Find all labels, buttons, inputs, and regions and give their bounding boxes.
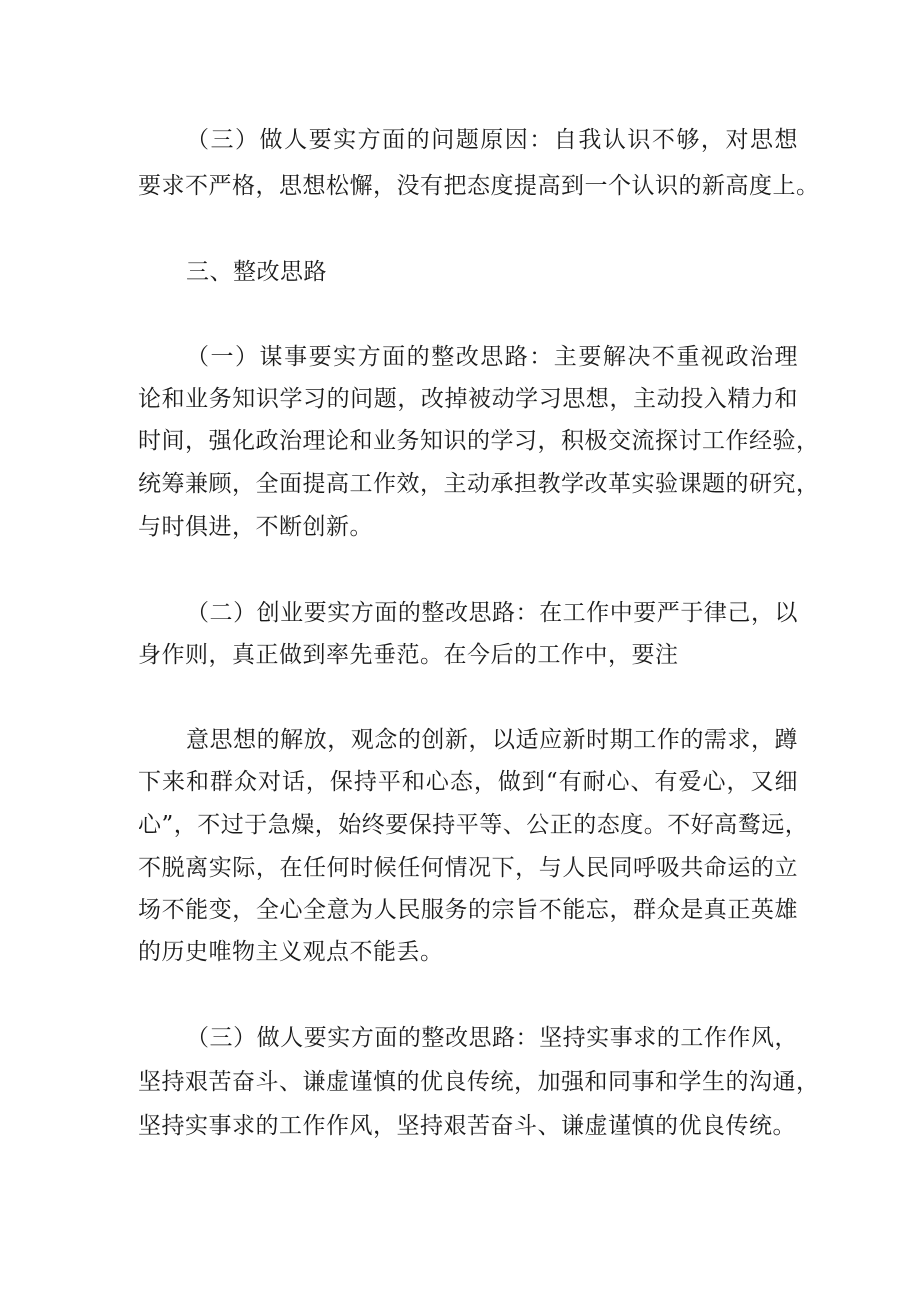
para-fix-3-line-1: （三）做人要实方面的整改思路：坚持实事求的工作作风， xyxy=(186,1025,798,1051)
para-fix-2-line-1: （二）创业要实方面的整改思路：在工作中要严于律己，以 xyxy=(186,600,798,626)
para-fix-2-cont-line-4: 不脱离实际，在任何时候任何情况下，与人民同呼吸共命运的立 xyxy=(138,855,798,881)
para-fix-1-line-2: 论和业务知识学习的问题，改掉被动学习思想，主动投入精力和 xyxy=(138,386,798,412)
para-fix-2-line-2: 身作则，真正做到率先垂范。在今后的工作中，要注 xyxy=(138,642,679,668)
para-fix-2-cont-line-1: 意思想的解放，观念的创新，以适应新时期工作的需求，蹲 xyxy=(186,727,798,753)
para-fix-1-line-3: 时间，强化政治理论和业务知识的学习，积极交流探讨工作经验， xyxy=(138,428,820,454)
para-fix-1-line-5: 与时俱进，不断创新。 xyxy=(138,514,373,540)
para-fix-3-line-3: 坚持实事求的工作作风，坚持艰苦奋斗、谦虚谨慎的优良传统。 xyxy=(138,1113,796,1139)
para-cause-3-line-1: （三）做人要实方面的问题原因：自我认识不够，对思想 xyxy=(186,127,798,153)
para-fix-3-line-2: 坚持艰苦奋斗、谦虚谨慎的优良传统，加强和同事和学生的沟通， xyxy=(138,1069,820,1095)
para-fix-2-cont-line-6: 的历史唯物主义观点不能丢。 xyxy=(138,939,444,965)
para-fix-2-cont-line-3: 心”，不过于急燥，始终要保持平等、公正的态度。不好高鹜远， xyxy=(138,812,809,838)
section-heading: 三、整改思路 xyxy=(186,259,327,285)
para-fix-2-cont-line-5: 场不能变，全心全意为人民服务的宗旨不能忘，群众是真正英雄 xyxy=(138,897,798,923)
para-fix-2-cont-line-2: 下来和群众对话，保持平和心态，做到“有耐心、有爱心，又细 xyxy=(138,769,798,795)
para-fix-1-line-4: 统筹兼顾，全面提高工作效，主动承担教学改革实验课题的研究， xyxy=(138,471,820,497)
para-fix-1-line-1: （一）谋事要实方面的整改思路：主要解决不重视政治理 xyxy=(186,344,798,370)
para-cause-3-line-2: 要求不严格，思想松懈，没有把态度提高到一个认识的新高度上。 xyxy=(138,173,820,199)
